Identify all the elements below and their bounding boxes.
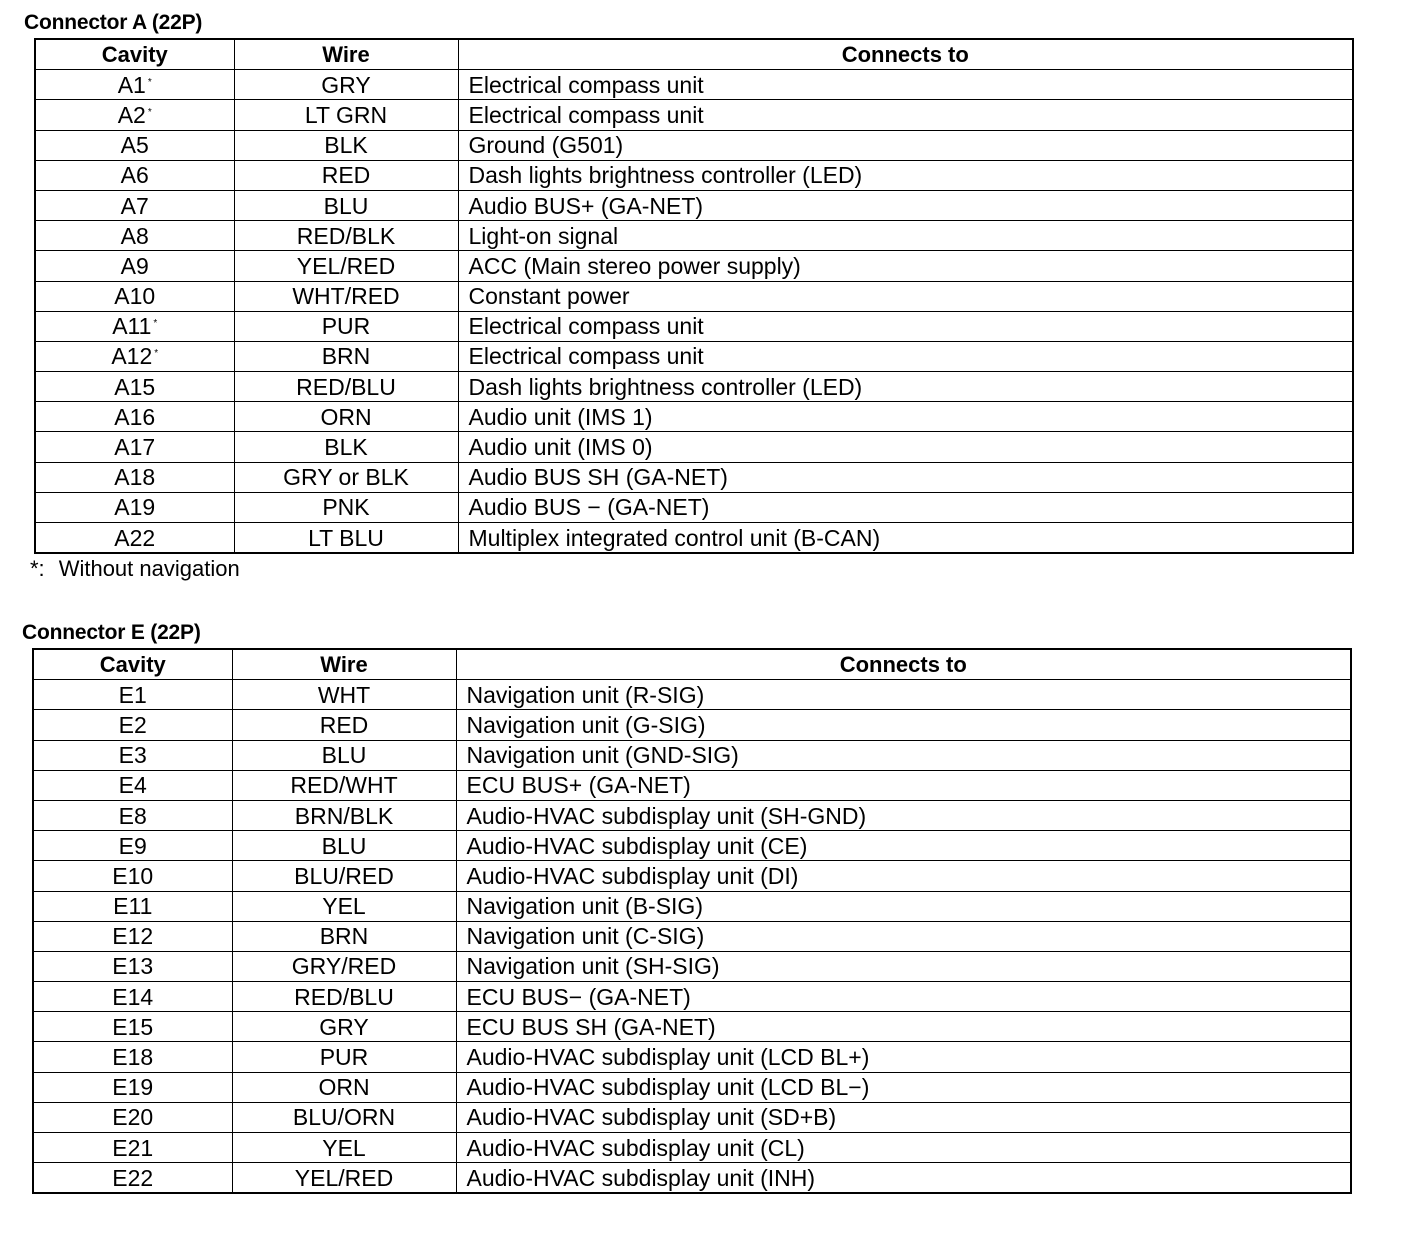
cavity-cell bbox=[35, 492, 234, 522]
footnote-star: * bbox=[147, 76, 152, 88]
table-row bbox=[35, 341, 1353, 371]
cavity-cell bbox=[33, 831, 232, 861]
table-row bbox=[33, 770, 1351, 800]
connects-to-cell: Audio BUS SH (GA-NET) bbox=[458, 462, 1353, 492]
wire-color-cell: BLU bbox=[232, 740, 456, 770]
connector-e-title: Connector E (22P) bbox=[22, 621, 201, 644]
table-header-row bbox=[35, 39, 1353, 70]
cavity-cell bbox=[33, 1012, 232, 1042]
wire-color-cell: ORN bbox=[232, 1072, 456, 1102]
cavity-cell bbox=[33, 1072, 232, 1102]
cavity-cell bbox=[33, 1163, 232, 1194]
table-header-row bbox=[33, 649, 1351, 680]
cavity-id: E11 bbox=[113, 893, 153, 920]
connects-to-cell: Navigation unit (C-SIG) bbox=[456, 921, 1351, 951]
cavity-cell bbox=[35, 190, 234, 220]
connects-to-cell: Audio-HVAC subdisplay unit (SH-GND) bbox=[456, 800, 1351, 830]
wire-color-cell: YEL bbox=[232, 891, 456, 921]
wire-color-cell: PUR bbox=[234, 311, 458, 341]
cavity-cell bbox=[33, 740, 232, 770]
cavity-cell bbox=[33, 861, 232, 891]
cavity-id: E4 bbox=[118, 772, 147, 799]
cavity-id: A9 bbox=[120, 252, 149, 279]
connects-to-cell: Constant power bbox=[458, 281, 1353, 311]
wire-color-cell: BRN/BLK bbox=[232, 800, 456, 830]
cavity-id: E12 bbox=[112, 923, 154, 950]
wire-color-cell: WHT bbox=[232, 680, 456, 710]
cavity-id: A7 bbox=[120, 192, 149, 219]
connector-e-section bbox=[20, 618, 1352, 1194]
table-row bbox=[33, 1163, 1351, 1194]
connects-to-cell: Audio-HVAC subdisplay unit (LCD BL+) bbox=[456, 1042, 1351, 1072]
table-row bbox=[35, 432, 1353, 462]
wire-color-cell: RED bbox=[232, 710, 456, 740]
wire-color-cell: PUR bbox=[232, 1042, 456, 1072]
table-row bbox=[33, 831, 1351, 861]
cavity-id: E3 bbox=[118, 742, 147, 769]
cavity-cell bbox=[35, 70, 234, 100]
connects-to-cell: Audio BUS+ (GA-NET) bbox=[458, 190, 1353, 220]
connector-a-section bbox=[22, 8, 1354, 584]
table-row bbox=[33, 800, 1351, 830]
table-row bbox=[35, 190, 1353, 220]
connects-to-cell: Audio-HVAC subdisplay unit (CL) bbox=[456, 1133, 1351, 1163]
cavity-cell bbox=[33, 770, 232, 800]
connects-to-cell: Electrical compass unit bbox=[458, 311, 1353, 341]
connects-to-cell: Audio-HVAC subdisplay unit (INH) bbox=[456, 1163, 1351, 1194]
connects-to-cell: Dash lights brightness controller (LED) bbox=[458, 160, 1353, 190]
connects-to-cell: Electrical compass unit bbox=[458, 341, 1353, 371]
connects-to-cell: ECU BUS+ (GA-NET) bbox=[456, 770, 1351, 800]
connector-e-rows bbox=[33, 680, 1351, 1194]
table-row bbox=[35, 130, 1353, 160]
wire-color-cell: WHT/RED bbox=[234, 281, 458, 311]
table-row bbox=[35, 281, 1353, 311]
wire-color-cell: BLU bbox=[234, 190, 458, 220]
wire-color-cell: GRY or BLK bbox=[234, 462, 458, 492]
footnote-star: * bbox=[154, 348, 159, 360]
table-row bbox=[33, 1012, 1351, 1042]
wire-color-cell: RED/WHT bbox=[232, 770, 456, 800]
cavity-id: A15 bbox=[114, 373, 156, 400]
footnote-star: * bbox=[153, 318, 158, 330]
wire-color-cell: YEL/RED bbox=[234, 251, 458, 281]
cavity-id: A5 bbox=[120, 132, 149, 159]
connects-to-cell: ECU BUS SH (GA-NET) bbox=[456, 1012, 1351, 1042]
wire-color-cell: RED bbox=[234, 160, 458, 190]
connects-to-cell: Audio unit (IMS 0) bbox=[458, 432, 1353, 462]
table-row bbox=[33, 680, 1351, 710]
cavity-id: E13 bbox=[112, 953, 154, 980]
table-row bbox=[33, 1133, 1351, 1163]
wire-color-cell: BLK bbox=[234, 432, 458, 462]
connects-to-cell: Dash lights brightness controller (LED) bbox=[458, 372, 1353, 402]
table-row bbox=[33, 1042, 1351, 1072]
footnote-text: Without navigation bbox=[58, 556, 240, 582]
wire-color-cell: GRY bbox=[234, 70, 458, 100]
cavity-cell bbox=[35, 221, 234, 251]
header-connects-to: Connects to bbox=[458, 39, 1353, 70]
cavity-id: E20 bbox=[112, 1104, 154, 1131]
wire-color-cell: BLU/ORN bbox=[232, 1102, 456, 1132]
table-row bbox=[35, 311, 1353, 341]
connects-to-cell: ECU BUS− (GA-NET) bbox=[456, 982, 1351, 1012]
cavity-cell bbox=[33, 982, 232, 1012]
connects-to-cell: Electrical compass unit bbox=[458, 70, 1353, 100]
cavity-id: E8 bbox=[118, 802, 147, 829]
cavity-id: A18 bbox=[114, 464, 156, 491]
cavity-cell bbox=[35, 372, 234, 402]
cavity-cell bbox=[35, 462, 234, 492]
table-row bbox=[33, 891, 1351, 921]
cavity-cell bbox=[35, 130, 234, 160]
connects-to-cell: Navigation unit (SH-SIG) bbox=[456, 951, 1351, 981]
cavity-id: A10 bbox=[114, 283, 156, 310]
wire-color-cell: BRN bbox=[232, 921, 456, 951]
cavity-cell bbox=[35, 523, 234, 554]
cavity-cell bbox=[35, 100, 234, 130]
wire-color-cell: BRN bbox=[234, 341, 458, 371]
connects-to-cell: Audio-HVAC subdisplay unit (LCD BL−) bbox=[456, 1072, 1351, 1102]
connector-a-table bbox=[34, 38, 1354, 554]
wire-color-cell: RED/BLU bbox=[232, 982, 456, 1012]
cavity-id: E22 bbox=[112, 1164, 154, 1191]
connector-a-rows bbox=[35, 70, 1353, 554]
connects-to-cell: ACC (Main stereo power supply) bbox=[458, 251, 1353, 281]
table-row bbox=[35, 100, 1353, 130]
connects-to-cell: Light-on signal bbox=[458, 221, 1353, 251]
header-cavity: Cavity bbox=[35, 39, 234, 70]
cavity-id: A17 bbox=[114, 434, 156, 461]
wire-color-cell: BLU bbox=[232, 831, 456, 861]
cavity-id: A6 bbox=[120, 162, 149, 189]
wire-color-cell: GRY bbox=[232, 1012, 456, 1042]
cavity-id: A16 bbox=[114, 403, 156, 430]
header-wire: Wire bbox=[232, 649, 456, 680]
cavity-id: E10 bbox=[112, 862, 154, 889]
connects-to-cell: Audio unit (IMS 1) bbox=[458, 402, 1353, 432]
cavity-id: E9 bbox=[118, 832, 147, 859]
wire-color-cell: RED/BLK bbox=[234, 221, 458, 251]
table-row bbox=[33, 1072, 1351, 1102]
table-row bbox=[33, 982, 1351, 1012]
cavity-cell bbox=[33, 1102, 232, 1132]
table-row bbox=[33, 710, 1351, 740]
table-row bbox=[33, 1102, 1351, 1132]
cavity-id: E1 bbox=[118, 681, 147, 708]
table-row bbox=[33, 861, 1351, 891]
cavity-cell bbox=[33, 951, 232, 981]
cavity-cell bbox=[35, 281, 234, 311]
wire-color-cell: BLU/RED bbox=[232, 861, 456, 891]
connector-a-title: Connector A (22P) bbox=[24, 11, 203, 34]
connects-to-cell: Ground (G501) bbox=[458, 130, 1353, 160]
connects-to-cell: Navigation unit (G-SIG) bbox=[456, 710, 1351, 740]
cavity-cell bbox=[33, 921, 232, 951]
header-wire: Wire bbox=[234, 39, 458, 70]
table-row bbox=[35, 402, 1353, 432]
connects-to-cell: Electrical compass unit bbox=[458, 100, 1353, 130]
cavity-id: A19 bbox=[114, 494, 156, 521]
connects-to-cell: Navigation unit (R-SIG) bbox=[456, 680, 1351, 710]
cavity-id: E19 bbox=[112, 1074, 154, 1101]
cavity-id: E18 bbox=[112, 1044, 154, 1071]
cavity-cell bbox=[35, 402, 234, 432]
cavity-id: A8 bbox=[120, 222, 149, 249]
cavity-cell bbox=[33, 680, 232, 710]
table-row bbox=[35, 221, 1353, 251]
cavity-cell bbox=[35, 432, 234, 462]
cavity-id: A1 bbox=[117, 71, 146, 98]
wire-color-cell: YEL bbox=[232, 1133, 456, 1163]
cavity-id: A12 bbox=[111, 343, 153, 370]
table-row bbox=[35, 372, 1353, 402]
cavity-id: A11 bbox=[112, 313, 152, 340]
cavity-id: E14 bbox=[112, 983, 154, 1010]
wire-color-cell: LT BLU bbox=[234, 523, 458, 554]
table-row bbox=[35, 492, 1353, 522]
cavity-id: A22 bbox=[114, 524, 156, 551]
header-connects-to: Connects to bbox=[456, 649, 1351, 680]
cavity-cell bbox=[33, 800, 232, 830]
table-row bbox=[33, 740, 1351, 770]
footnote bbox=[30, 554, 1354, 584]
connects-to-cell: Multiplex integrated control unit (B-CAN) bbox=[458, 523, 1353, 554]
table-row bbox=[35, 70, 1353, 100]
cavity-cell bbox=[33, 1133, 232, 1163]
connects-to-cell: Audio-HVAC subdisplay unit (SD+B) bbox=[456, 1102, 1351, 1132]
wire-color-cell: PNK bbox=[234, 492, 458, 522]
wire-color-cell: LT GRN bbox=[234, 100, 458, 130]
wire-color-cell: GRY/RED bbox=[232, 951, 456, 981]
cavity-cell bbox=[35, 341, 234, 371]
table-row bbox=[33, 951, 1351, 981]
cavity-id: E15 bbox=[112, 1013, 154, 1040]
cavity-cell bbox=[33, 1042, 232, 1072]
cavity-id: E21 bbox=[112, 1134, 154, 1161]
cavity-id: A2 bbox=[117, 101, 146, 128]
wire-color-cell: ORN bbox=[234, 402, 458, 432]
footnote-star: * bbox=[147, 106, 152, 118]
connects-to-cell: Audio BUS − (GA-NET) bbox=[458, 492, 1353, 522]
table-row bbox=[35, 462, 1353, 492]
table-row bbox=[35, 160, 1353, 190]
cavity-cell bbox=[33, 710, 232, 740]
connects-to-cell: Navigation unit (GND-SIG) bbox=[456, 740, 1351, 770]
connector-e-table bbox=[32, 648, 1352, 1194]
wire-color-cell: BLK bbox=[234, 130, 458, 160]
connects-to-cell: Audio-HVAC subdisplay unit (DI) bbox=[456, 861, 1351, 891]
cavity-cell bbox=[35, 251, 234, 281]
connects-to-cell: Audio-HVAC subdisplay unit (CE) bbox=[456, 831, 1351, 861]
wire-color-cell: RED/BLU bbox=[234, 372, 458, 402]
cavity-cell bbox=[35, 311, 234, 341]
table-row bbox=[33, 921, 1351, 951]
cavity-id: E2 bbox=[118, 711, 147, 738]
header-cavity: Cavity bbox=[33, 649, 232, 680]
table-row bbox=[35, 523, 1353, 554]
footnote-mark: *: bbox=[30, 556, 45, 582]
cavity-cell bbox=[33, 891, 232, 921]
wire-color-cell: YEL/RED bbox=[232, 1163, 456, 1194]
table-row bbox=[35, 251, 1353, 281]
cavity-cell bbox=[35, 160, 234, 190]
connects-to-cell: Navigation unit (B-SIG) bbox=[456, 891, 1351, 921]
